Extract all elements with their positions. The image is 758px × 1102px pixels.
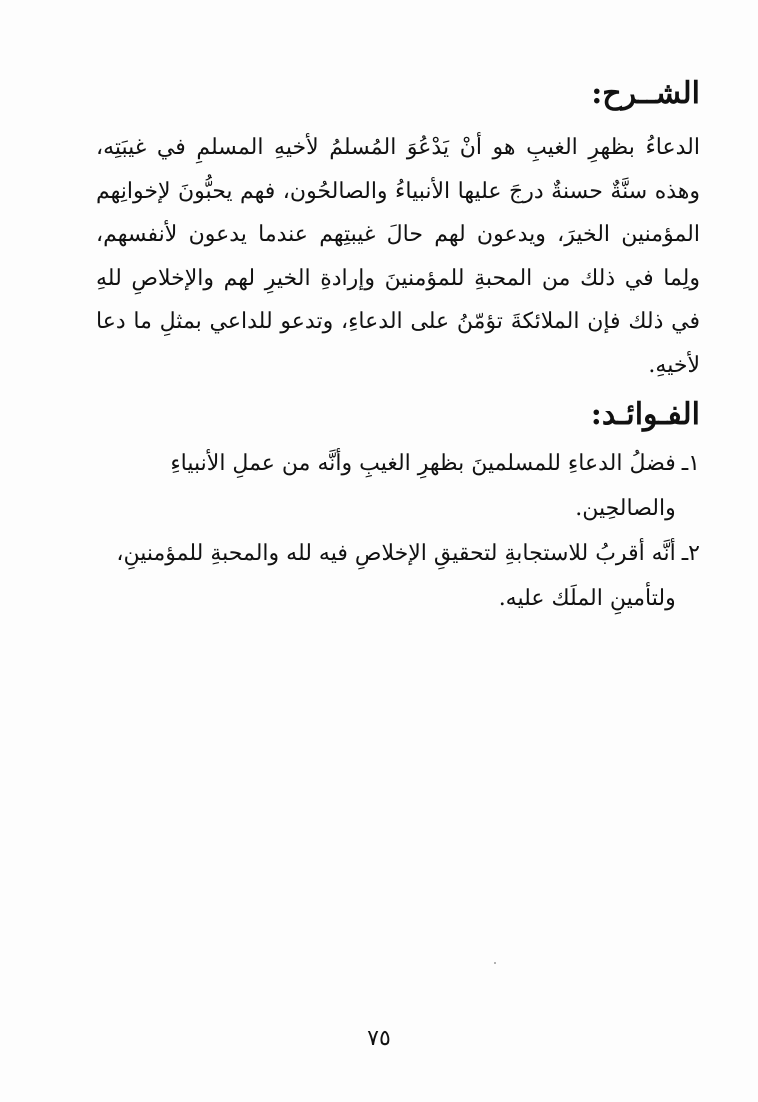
sharh-heading: الشــرح: [591, 76, 700, 111]
fawaid-list [96, 441, 700, 621]
sharh-paragraph: الدعاءُ بظهرِ الغيبِ هو أنْ يَدْعُوَ المُسلمُ لأخيهِ المسلمِ في غيبَتِه، وهذه سنَّةٌ حسنةٌ درجَ عليها الأنبياءُ والصالحُون، فهم يحبُّونَ لإخوانِهم المؤمنين الخيرَ، ويدعون لهم حالَ غيبتِهم عندما يدعون لأنفسهم، ولِما في ذلك من المحبةِ للمؤمنينَ وإرادةِ الخيرِ لهم والإخلاصِ للهِ في ذلك فإن الملائكةَ تؤمّنُ على الدعاءِ، وتدعو للداعي بمثلِ ما دعا لأخيهِ. [96, 135, 700, 378]
list-item-text: فضلُ الدعاءِ للمسلمينَ بظهرِ الغيبِ وأنَّه من عملِ الأنبياءِ والصالحِين. [170, 451, 676, 521]
list-item [96, 531, 700, 621]
list-item [96, 441, 700, 531]
list-item-text: أنَّه أقربُ للاستجابةِ لتحقيقِ الإخلاصِ فيه لله والمحبةِ للمؤمنينِ، ولتأمينِ الملَك عليه. [116, 541, 676, 611]
list-item-number: ٢ـ [681, 541, 700, 566]
scan-speck [494, 962, 496, 964]
page-content [96, 72, 700, 621]
fawaid-heading: الفـوائـد: [590, 397, 700, 432]
list-item-number: ١ـ [681, 451, 700, 476]
page-number: ٧٥ [367, 1026, 391, 1051]
